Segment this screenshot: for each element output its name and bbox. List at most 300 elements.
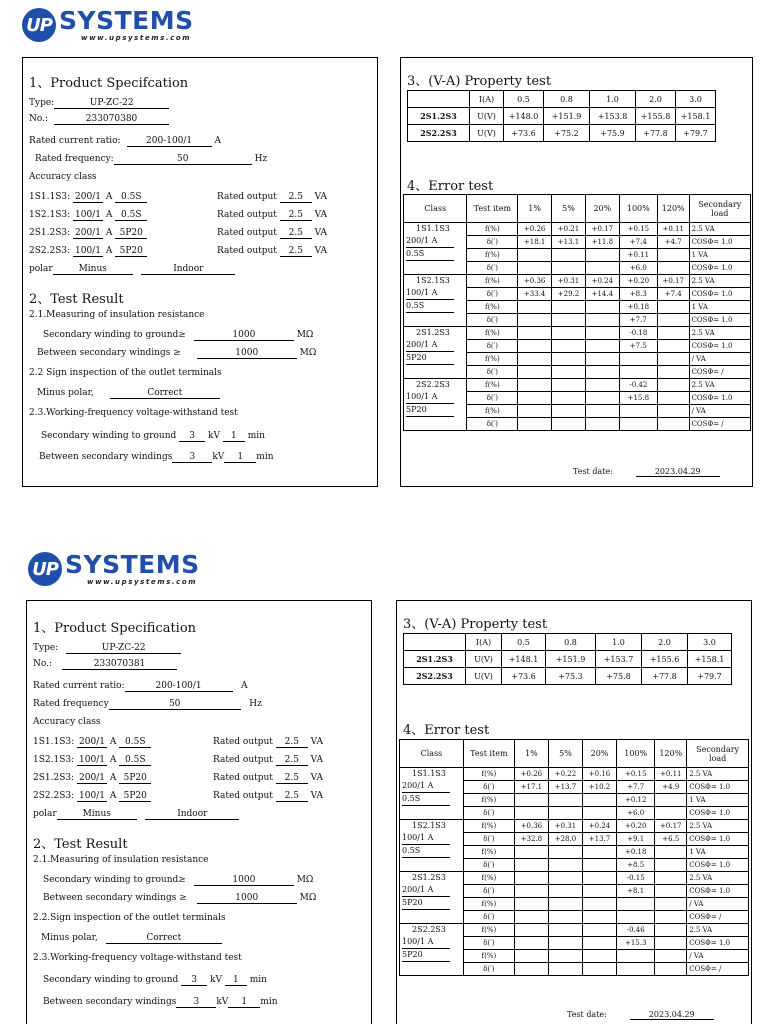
error-value-cell — [582, 898, 616, 911]
error-value-cell: +0.31 — [548, 820, 582, 833]
error-value-cell — [514, 846, 548, 859]
error-value-cell — [518, 249, 552, 262]
error-value-cell: +0.24 — [582, 820, 616, 833]
error-value-cell: +33.4 — [518, 288, 552, 301]
error-value-cell — [548, 937, 582, 950]
secondary-load-cell: COSΦ= / — [689, 366, 750, 379]
column-header: 100% — [619, 195, 657, 223]
error-value-cell: +0.18 — [619, 301, 657, 314]
freq-value: 50 — [109, 699, 241, 710]
withstand-row: Between secondary windings 3 kV 1 min — [43, 997, 278, 1007]
error-value-cell: +0.22 — [548, 768, 582, 781]
rated-output: Rated output 2.5 VA — [217, 228, 328, 238]
class-label: 0.5S — [402, 845, 450, 858]
secondary-load-cell: / VA — [689, 353, 750, 366]
table-row — [404, 379, 751, 392]
error-value-cell — [657, 301, 689, 314]
column-header: Class — [400, 740, 464, 768]
error-value-cell — [548, 885, 582, 898]
secondary-load-cell: COSΦ= 1.0 — [689, 262, 750, 275]
error-value-cell — [585, 353, 619, 366]
error-value-cell: +0.16 — [582, 768, 616, 781]
insulation-row: Between secondary windings ≥ 1000 MΩ — [37, 348, 317, 358]
test-item-cell: f(%) — [467, 353, 518, 366]
test-item-cell: f(%) — [463, 872, 514, 885]
class-cell — [404, 327, 467, 379]
error-value-cell: +7.7 — [619, 314, 657, 327]
error-value-cell — [552, 379, 586, 392]
column-header: Test item — [467, 195, 518, 223]
error-value-cell: +6.0 — [617, 807, 655, 820]
secondary-load-cell: COSΦ= 1.0 — [687, 781, 749, 794]
class-label: 5P20 — [402, 897, 450, 910]
error-value-cell — [518, 327, 552, 340]
error-value-cell: +10.2 — [582, 781, 616, 794]
va-table — [403, 633, 732, 685]
error-value-cell — [514, 924, 548, 937]
error-value-cell — [548, 911, 582, 924]
error-value-cell: +0.26 — [514, 768, 548, 781]
error-value-cell: +0.36 — [514, 820, 548, 833]
column-header: 20% — [582, 740, 616, 768]
winding-row: 2S2.2S3: 100/1 A 5P20 — [29, 246, 147, 257]
class-label: 1S2.1S3 — [412, 821, 446, 830]
no-row: No.: 233070381 — [33, 659, 177, 670]
secondary-load-cell: 1 VA — [689, 249, 750, 262]
error-value-cell — [514, 807, 548, 820]
error-value-cell — [548, 924, 582, 937]
table-header-row — [400, 740, 749, 768]
class-label: 5P20 — [402, 949, 450, 962]
error-value-cell — [585, 327, 619, 340]
error-value-cell — [657, 314, 689, 327]
class-label: 1S1.1S3 — [412, 769, 446, 778]
error-value-cell — [552, 249, 586, 262]
column-header: Secondary load — [687, 740, 749, 768]
product-spec-panel — [26, 600, 372, 1024]
table-row: I(A) 0.5 0.8 1.0 2.0 3.0 — [404, 634, 732, 651]
error-value-cell: +0.17 — [657, 275, 689, 288]
error-value-cell: -0.46 — [617, 924, 655, 937]
freq-row: Rated frequency: 50 Hz — [35, 154, 268, 164]
error-value-cell: +32.8 — [514, 833, 548, 846]
freq-value: 50 — [114, 154, 252, 165]
column-header: 120% — [657, 195, 689, 223]
va-table — [407, 90, 716, 142]
error-value-cell: +7.4 — [657, 288, 689, 301]
withstand-row: Between secondary windings 3 kV 1 min — [39, 452, 274, 462]
secondary-load-cell: COSΦ= / — [689, 418, 750, 431]
error-value-cell — [514, 859, 548, 872]
rated-output: Rated output 2.5 VA — [213, 773, 324, 783]
class-label: 200/1 A — [406, 339, 454, 352]
error-value-cell — [518, 392, 552, 405]
test-date: 2023.04.29 — [636, 466, 720, 477]
column-header: 1% — [518, 195, 552, 223]
column-header: Test item — [463, 740, 514, 768]
error-value-cell: +0.17 — [585, 223, 619, 236]
column-header: Secondary load — [689, 195, 750, 223]
class-label: 0.5S — [406, 248, 454, 261]
error-value-cell — [548, 963, 582, 976]
ratio-row: Rated current ratio: 200-100/1 A — [29, 136, 221, 146]
logo-word: SYSTEMS — [65, 550, 200, 579]
test-date-row: Test date: 2023.04.29 — [567, 1009, 714, 1020]
test-item-cell: f(%) — [467, 405, 518, 418]
column-header: 5% — [548, 740, 582, 768]
test-item-cell: δ(′) — [467, 366, 518, 379]
test-date: 2023.04.29 — [630, 1009, 714, 1020]
type-row: Type: UP-ZC-22 — [33, 643, 181, 654]
error-value-cell — [585, 366, 619, 379]
class-label: 1S1.1S3 — [416, 224, 450, 233]
error-value-cell — [655, 911, 687, 924]
test-item-cell: f(%) — [463, 846, 514, 859]
error-value-cell: +14.4 — [585, 288, 619, 301]
error-value-cell — [657, 379, 689, 392]
error-value-cell — [657, 249, 689, 262]
error-value-cell — [582, 872, 616, 885]
class-label: 100/1 A — [402, 832, 450, 845]
error-value-cell: -0.42 — [619, 379, 657, 392]
minus-polar-row: Minus polar, Correct — [37, 388, 220, 399]
error-value-cell: +13.7 — [548, 781, 582, 794]
column-header: 20% — [585, 195, 619, 223]
error-value-cell — [514, 911, 548, 924]
class-label: 100/1 A — [402, 936, 450, 949]
error-value-cell — [514, 950, 548, 963]
table-row: 2S2.2S3 U(V) +73.6 +75.3 +75.8 +77.8 +79.7 — [404, 668, 732, 685]
error-value-cell: +0.11 — [619, 249, 657, 262]
class-label: 200/1 A — [402, 884, 450, 897]
error-value-cell — [617, 911, 655, 924]
error-value-cell — [548, 807, 582, 820]
column-header: 100% — [617, 740, 655, 768]
test-report-sheet-2 — [0, 540, 768, 1024]
class-label: 2S1.2S3 — [416, 328, 450, 337]
secondary-load-cell: COSΦ= / — [687, 963, 749, 976]
winding-row: 2S2.2S3: 100/1 A 5P20 — [33, 791, 151, 802]
column-header: 1% — [514, 740, 548, 768]
error-value-cell — [657, 405, 689, 418]
freq-row: Rated frequency 50 Hz — [33, 699, 262, 709]
section-title: 4、Error test — [407, 179, 494, 194]
company-logo — [22, 8, 194, 42]
error-value-cell — [582, 859, 616, 872]
table-row — [400, 820, 749, 833]
winding-row: 2S1.2S3: 200/1 A 5P20 — [29, 228, 147, 239]
error-value-cell — [582, 950, 616, 963]
error-value-cell — [657, 366, 689, 379]
error-value-cell: -0.15 — [617, 872, 655, 885]
test-item-cell: δ(′) — [463, 963, 514, 976]
error-value-cell — [655, 846, 687, 859]
rated-output: Rated output 2.5 VA — [213, 791, 324, 801]
class-cell — [400, 820, 464, 872]
type-value: UP-ZC-22 — [54, 98, 169, 109]
error-value-cell: +15.3 — [617, 937, 655, 950]
error-value-cell — [514, 885, 548, 898]
type-row: Type: UP-ZC-22 — [29, 98, 169, 109]
test-item-cell: δ(′) — [467, 288, 518, 301]
error-value-cell — [582, 794, 616, 807]
error-value-cell — [548, 950, 582, 963]
error-value-cell: +0.21 — [552, 223, 586, 236]
secondary-load-cell: 1 VA — [689, 301, 750, 314]
secondary-load-cell: COSΦ= 1.0 — [689, 314, 750, 327]
subsection-title: 2.1.Measuring of insulation resistance — [33, 855, 209, 865]
rated-output: Rated output 2.5 VA — [213, 737, 324, 747]
error-value-cell — [657, 262, 689, 275]
error-value-cell — [619, 418, 657, 431]
error-value-cell: +0.12 — [617, 794, 655, 807]
polar-row: polar Minus Indoor — [29, 264, 235, 275]
error-value-cell: +15.8 — [619, 392, 657, 405]
test-item-cell: f(%) — [463, 768, 514, 781]
class-label: 1S2.1S3 — [416, 276, 450, 285]
secondary-load-cell: 2.5 VA — [687, 872, 749, 885]
test-data-panel — [400, 57, 753, 487]
test-item-cell: δ(′) — [463, 937, 514, 950]
error-value-cell — [582, 937, 616, 950]
test-item-cell: f(%) — [463, 898, 514, 911]
table-row — [400, 768, 749, 781]
withstand-row: Secondary winding to ground 3 kV 1 min — [41, 431, 265, 441]
polar-row: polar Minus Indoor — [33, 809, 239, 820]
secondary-load-cell: 2.5 VA — [689, 223, 750, 236]
class-cell — [404, 275, 467, 327]
rated-output: Rated output 2.5 VA — [213, 755, 324, 765]
no-row: No.: 233070380 — [29, 114, 169, 125]
error-value-cell — [655, 859, 687, 872]
error-value-cell: +0.11 — [655, 768, 687, 781]
error-value-cell — [585, 340, 619, 353]
class-cell — [404, 223, 467, 275]
table-header-row — [404, 195, 751, 223]
error-value-cell — [655, 963, 687, 976]
logo-word: SYSTEMS — [59, 6, 194, 35]
error-value-cell: +0.26 — [518, 223, 552, 236]
error-value-cell: +0.15 — [617, 768, 655, 781]
ratio-value: 200-100/1 — [125, 681, 233, 692]
error-value-cell — [518, 340, 552, 353]
error-value-cell — [655, 924, 687, 937]
test-item-cell: δ(′) — [467, 262, 518, 275]
test-item-cell: δ(′) — [467, 392, 518, 405]
class-cell — [400, 872, 464, 924]
error-value-cell: +6.0 — [619, 262, 657, 275]
error-value-cell — [548, 794, 582, 807]
error-value-cell — [548, 898, 582, 911]
error-value-cell: +28.0 — [548, 833, 582, 846]
section-title: 3、(V-A) Property test — [407, 74, 552, 89]
test-item-cell: δ(′) — [467, 314, 518, 327]
error-value-cell — [548, 859, 582, 872]
error-value-cell: +0.15 — [619, 223, 657, 236]
insulation-row: Secondary winding to ground≥ 1000 MΩ — [43, 875, 314, 885]
error-value-cell — [582, 924, 616, 937]
test-item-cell: f(%) — [467, 275, 518, 288]
logo-mark-icon: UP — [28, 552, 62, 586]
table-row — [404, 327, 751, 340]
logo-mark-icon: UP — [22, 8, 56, 42]
error-value-cell: +29.2 — [552, 288, 586, 301]
error-value-cell: +7.4 — [619, 236, 657, 249]
class-cell — [404, 379, 467, 431]
column-header: 5% — [552, 195, 586, 223]
secondary-load-cell: 2.5 VA — [689, 379, 750, 392]
error-value-cell — [552, 353, 586, 366]
error-value-cell — [657, 327, 689, 340]
rated-output: Rated output 2.5 VA — [217, 192, 328, 202]
secondary-load-cell: COSΦ= 1.0 — [689, 236, 750, 249]
section-title: 2、Test Result — [29, 292, 124, 307]
test-item-cell: f(%) — [467, 327, 518, 340]
error-value-cell — [585, 301, 619, 314]
secondary-load-cell: 2.5 VA — [687, 768, 749, 781]
class-label: 0.5S — [402, 793, 450, 806]
test-item-cell: f(%) — [467, 249, 518, 262]
error-value-cell — [617, 950, 655, 963]
error-value-cell — [552, 405, 586, 418]
error-value-cell — [619, 405, 657, 418]
table-row — [400, 872, 749, 885]
error-value-cell — [585, 379, 619, 392]
error-value-cell: +0.20 — [619, 275, 657, 288]
error-value-cell — [582, 807, 616, 820]
error-value-cell: +8.1 — [617, 885, 655, 898]
subsection-title: 2.3.Working-frequency voltage-withstand test — [29, 408, 238, 418]
logo-url: www.upsystems.com — [87, 578, 198, 586]
error-value-cell — [514, 794, 548, 807]
error-value-cell — [582, 846, 616, 859]
error-value-cell: +18.1 — [518, 236, 552, 249]
insulation-row: Between secondary windings ≥ 1000 MΩ — [43, 893, 317, 903]
error-value-cell: +6.5 — [655, 833, 687, 846]
table-row — [404, 275, 751, 288]
test-data-panel — [396, 600, 752, 1024]
no-value: 233070380 — [54, 114, 169, 125]
test-item-cell: f(%) — [463, 820, 514, 833]
error-value-cell — [655, 885, 687, 898]
class-cell — [400, 768, 464, 820]
class-label: 200/1 A — [406, 235, 454, 248]
ratio-value: 200-100/1 — [127, 136, 212, 147]
class-label: 2S1.2S3 — [412, 873, 446, 882]
logo-url: www.upsystems.com — [81, 34, 192, 42]
class-label: 2S2.2S3 — [412, 925, 446, 934]
error-value-cell — [655, 950, 687, 963]
class-label: 5P20 — [406, 352, 454, 365]
no-value: 233070381 — [62, 659, 177, 670]
table-row: 2S2.2S3 U(V) +73.6 +75.2 +75.9 +77.8 +79.7 — [408, 125, 716, 142]
secondary-load-cell: 1 VA — [687, 794, 749, 807]
class-label: 100/1 A — [406, 391, 454, 404]
error-value-cell — [514, 872, 548, 885]
error-value-cell — [585, 314, 619, 327]
error-value-cell — [582, 885, 616, 898]
subsection-title: 2.1.Measuring of insulation resistance — [29, 310, 205, 320]
type-value: UP-ZC-22 — [66, 643, 181, 654]
error-value-cell — [514, 963, 548, 976]
error-value-cell — [518, 379, 552, 392]
test-item-cell: δ(′) — [467, 418, 518, 431]
error-value-cell — [655, 807, 687, 820]
insulation-row: Secondary winding to ground≥ 1000 MΩ — [43, 330, 314, 340]
rated-output: Rated output 2.5 VA — [217, 246, 328, 256]
error-value-cell: +13.7 — [582, 833, 616, 846]
secondary-load-cell: COSΦ= 1.0 — [687, 937, 749, 950]
error-value-cell — [655, 794, 687, 807]
test-item-cell: δ(′) — [463, 833, 514, 846]
subsection-title: 2.3.Working-frequency voltage-withstand test — [33, 953, 242, 963]
error-value-cell: +4.7 — [657, 236, 689, 249]
error-value-cell — [655, 937, 687, 950]
error-value-cell: +0.20 — [617, 820, 655, 833]
error-value-cell — [617, 963, 655, 976]
subsection-title: 2.2 Sign inspection of the outlet terminals — [29, 368, 222, 378]
minus-polar-row: Minus polar, Correct — [41, 933, 222, 944]
error-value-cell: +17.1 — [514, 781, 548, 794]
winding-row: 1S2.1S3: 100/1 A 0.5S — [33, 755, 151, 766]
error-value-cell — [657, 392, 689, 405]
error-value-cell — [617, 898, 655, 911]
section-title: 2、Test Result — [33, 837, 128, 852]
error-value-cell — [552, 418, 586, 431]
test-item-cell: f(%) — [467, 223, 518, 236]
column-header: 120% — [655, 740, 687, 768]
test-item-cell: δ(′) — [463, 859, 514, 872]
error-value-cell: +9.1 — [617, 833, 655, 846]
error-value-cell: +7.5 — [619, 340, 657, 353]
section-title: 4、Error test — [403, 723, 490, 738]
error-value-cell — [585, 392, 619, 405]
error-value-cell — [552, 392, 586, 405]
error-value-cell — [585, 262, 619, 275]
test-item-cell: f(%) — [467, 301, 518, 314]
class-label: 0.5S — [406, 300, 454, 313]
error-value-cell — [552, 327, 586, 340]
error-value-cell — [655, 898, 687, 911]
company-logo — [28, 552, 200, 586]
error-value-cell: +0.17 — [655, 820, 687, 833]
error-value-cell: +0.36 — [518, 275, 552, 288]
error-value-cell: +0.18 — [617, 846, 655, 859]
error-value-cell: -0.18 — [619, 327, 657, 340]
secondary-load-cell: COSΦ= 1.0 — [687, 833, 749, 846]
test-item-cell: δ(′) — [463, 911, 514, 924]
test-item-cell: δ(′) — [463, 885, 514, 898]
secondary-load-cell: / VA — [687, 950, 749, 963]
table-row — [404, 223, 751, 236]
test-item-cell: f(%) — [463, 924, 514, 937]
table-row: I(A) 0.5 0.8 1.0 2.0 3.0 — [408, 91, 716, 108]
error-value-cell — [657, 340, 689, 353]
secondary-load-cell: COSΦ= 1.0 — [689, 392, 750, 405]
error-value-cell: +4.9 — [655, 781, 687, 794]
error-value-cell — [657, 418, 689, 431]
class-label: 5P20 — [406, 404, 454, 417]
accuracy-label: Accuracy class — [33, 717, 101, 727]
error-value-cell — [518, 262, 552, 275]
test-item-cell: δ(′) — [463, 781, 514, 794]
winding-row: 1S2.1S3: 100/1 A 0.5S — [29, 210, 147, 221]
error-value-cell — [552, 314, 586, 327]
error-value-cell — [619, 353, 657, 366]
table-row: 2S1.2S3 U(V) +148.1 +151.9 +153.7 +155.6 +158.1 — [404, 651, 732, 668]
column-header: Class — [404, 195, 467, 223]
secondary-load-cell: COSΦ= / — [687, 911, 749, 924]
